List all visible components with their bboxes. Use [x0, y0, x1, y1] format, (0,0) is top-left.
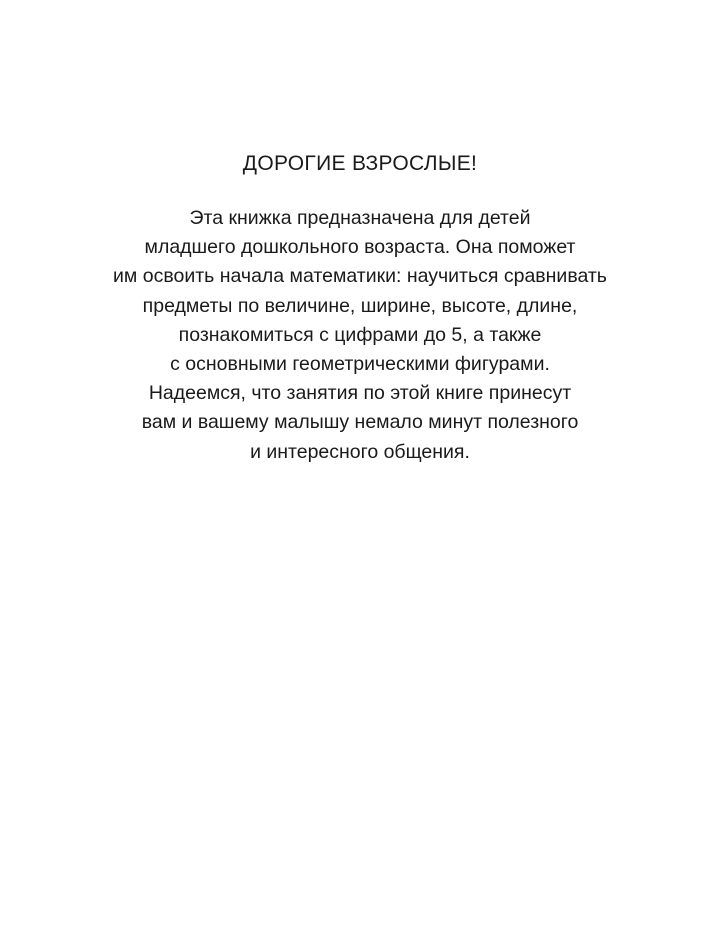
paragraph-line: Надеемся, что занятия по этой книге принесут [148, 382, 572, 405]
paragraph-line: им освоить начала математики: научиться сравнивать [113, 265, 607, 288]
paragraph-line: и интересного общения. [250, 440, 470, 463]
page-heading: ДОРОГИЕ ВЗРОСЛЫЕ! [242, 152, 478, 175]
paragraph-line: младшего дошкольного возраста. Она поможет [144, 236, 576, 259]
intro-paragraph [0, 204, 720, 467]
paragraph-line: с основными геометрическими фигурами. [170, 353, 550, 376]
paragraph-line: вам и вашему малышу немало минут полезного [141, 411, 579, 434]
paragraph-line: познакомиться с цифрами до 5, а также [178, 323, 542, 346]
paragraph-line: Эта книжка предназначена для детей [189, 207, 531, 229]
paragraph-line: предметы по величине, ширине, высоте, длине, [142, 294, 578, 317]
